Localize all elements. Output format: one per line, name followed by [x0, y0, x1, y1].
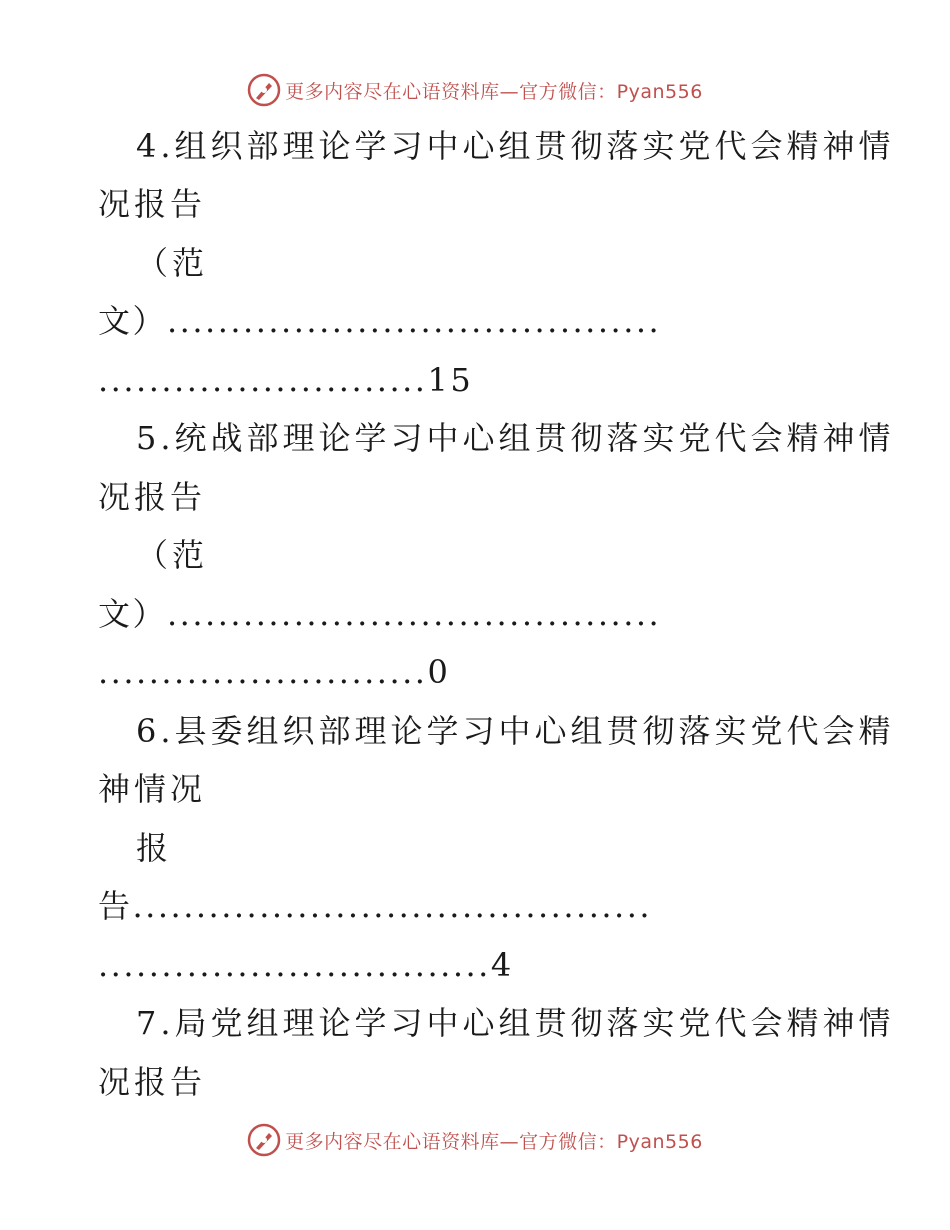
toc-entry-4-title[interactable]: 4.组织部理论学习中心组贯彻落实党代会精神情 — [136, 127, 895, 165]
toc-entry-4-subtitle[interactable]: （范 — [136, 244, 209, 282]
watermark-text: 更多内容尽在心语资料库—官方微信：Pyan556 — [285, 80, 703, 103]
toc-entry-5-title[interactable]: 5.统战部理论学习中心组贯彻落实党代会精神情 — [136, 419, 895, 457]
toc-entry-6-title[interactable]: 6.县委组织部理论学习中心组贯彻落实党代会精 — [136, 712, 895, 750]
toc-entry-4-leader[interactable]: 文）....................................... — [98, 302, 662, 340]
toc-entry-7-title-cont[interactable]: 况报告 — [98, 1063, 207, 1101]
toc-entry-4-page[interactable]: ..........................15 — [98, 361, 474, 399]
pen-logo-icon — [247, 73, 281, 107]
toc-entry-5-subtitle[interactable]: （范 — [136, 536, 209, 574]
pen-logo-icon — [247, 1123, 281, 1157]
toc-entry-7-title[interactable]: 7.局党组理论学习中心组贯彻落实党代会精神情 — [136, 1004, 895, 1042]
toc-entry-6-leader[interactable]: 告......................................... — [98, 887, 653, 925]
toc-entry-5-page[interactable]: ..........................0 — [98, 653, 451, 691]
toc-entry-5-title-cont[interactable]: 况报告 — [98, 478, 207, 516]
toc-entry-4-title-cont[interactable]: 况报告 — [98, 185, 207, 223]
watermark-header — [0, 70, 950, 110]
toc-entry-6-title-cont[interactable]: 神情况 — [98, 770, 207, 808]
toc-entry-6-subtitle[interactable]: 报 — [136, 829, 173, 867]
watermark-footer — [0, 1120, 950, 1160]
watermark-text: 更多内容尽在心语资料库—官方微信：Pyan556 — [285, 1130, 703, 1153]
toc-entry-5-leader[interactable]: 文）....................................... — [98, 595, 662, 633]
toc-entry-6-page[interactable]: ...............................4 — [98, 946, 514, 984]
